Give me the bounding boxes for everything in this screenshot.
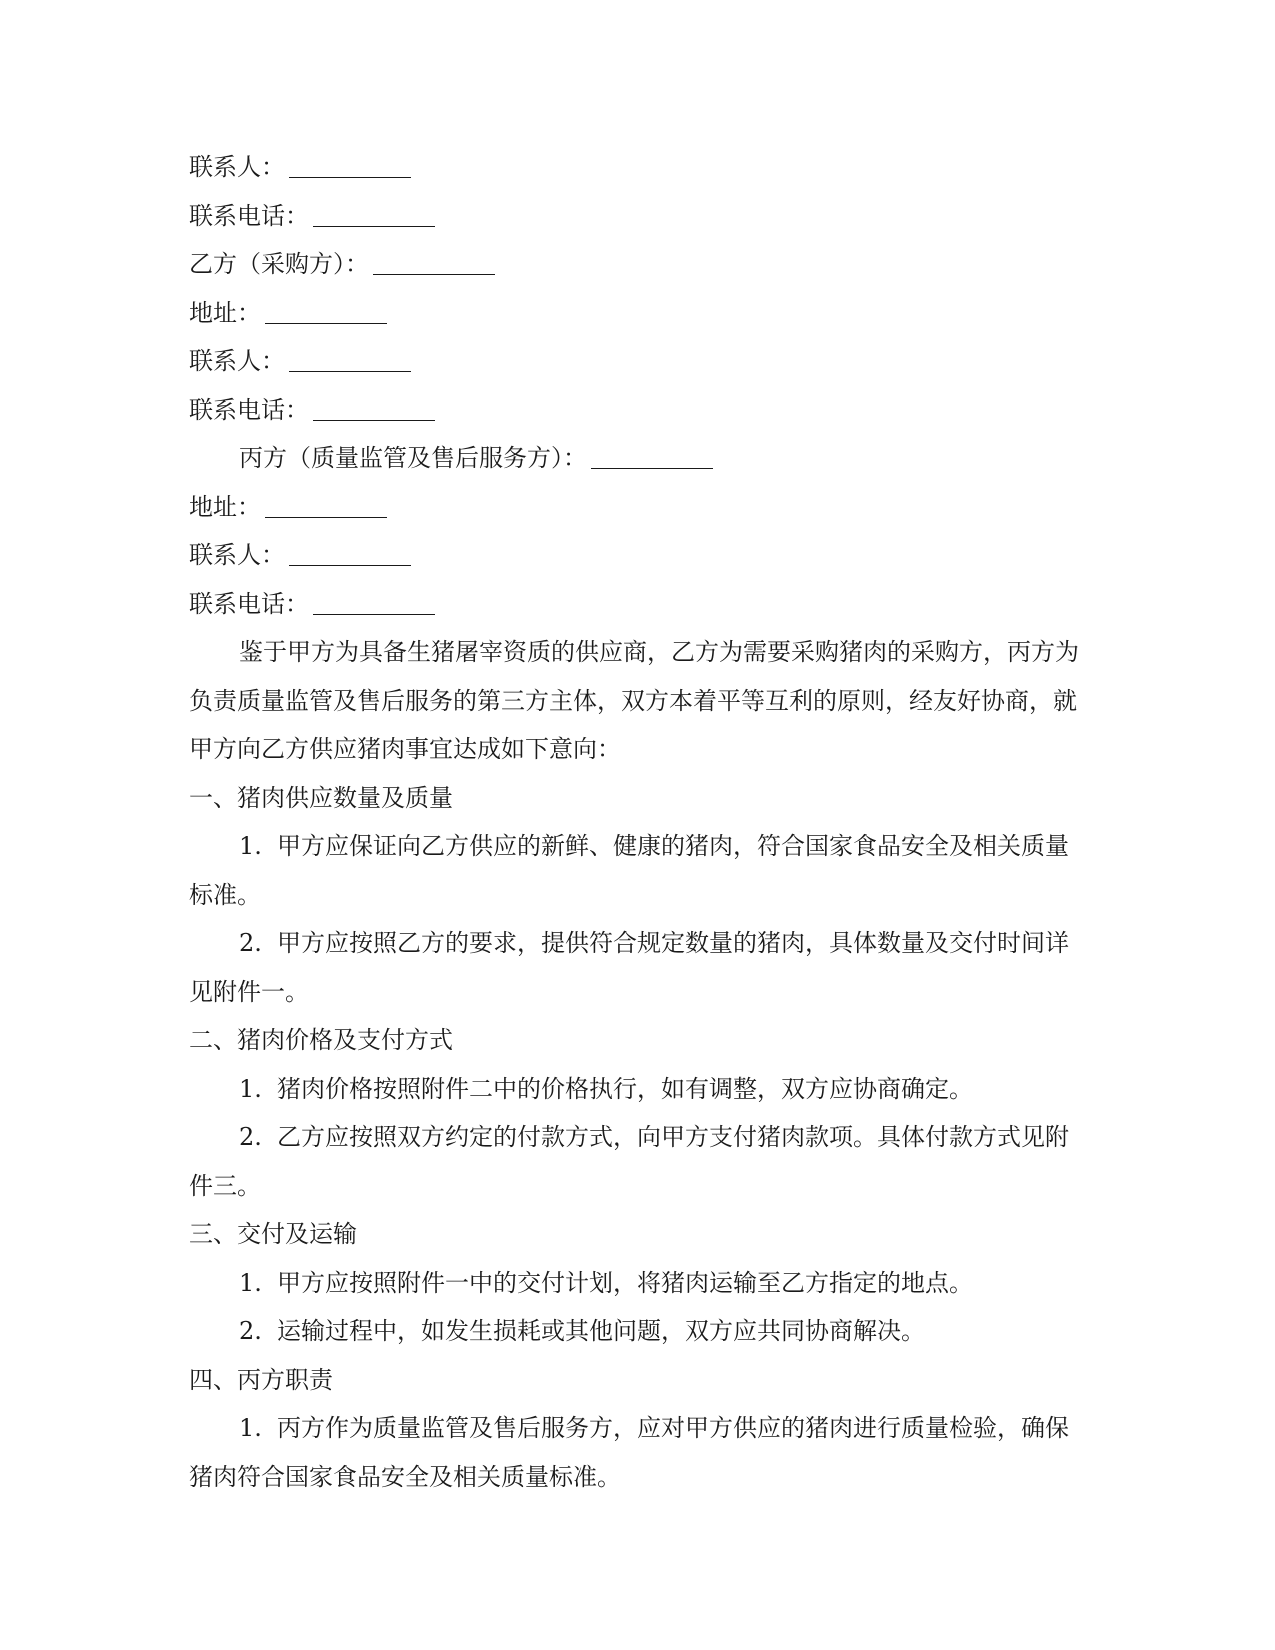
clause-number: 1. bbox=[239, 1074, 262, 1103]
clause-number: 1. bbox=[239, 1414, 262, 1442]
clause-item bbox=[189, 1404, 1089, 1501]
party-a-contact-line bbox=[189, 143, 1089, 192]
preamble-paragraph: 鉴于甲方为具备生猪屠宰资质的供应商，乙方为需要采购猪肉的采购方，丙方为负责质量监管及售后服务的第三方主体，双方本着平等互利的原则，经友好协商，就甲方向乙方供应猪肉事宜达成如下意向： bbox=[189, 638, 1079, 763]
party-b-phone-label: 联系电话： bbox=[189, 395, 309, 424]
clause-number: 2. bbox=[239, 1123, 262, 1151]
party-c-title-line bbox=[189, 434, 1089, 483]
party-a-phone-line bbox=[189, 192, 1089, 241]
party-c-contact-line bbox=[189, 531, 1089, 580]
clause-number: 1. bbox=[239, 1268, 262, 1297]
party-c-address-line bbox=[189, 483, 1089, 532]
party-c-name-blank bbox=[591, 448, 713, 469]
party-b-title-line bbox=[189, 240, 1089, 289]
party-b-address-blank bbox=[265, 303, 387, 324]
section-heading: 四、丙方职责 bbox=[189, 1365, 333, 1394]
contract-page bbox=[189, 143, 1089, 1501]
section-heading: 一、猪肉供应数量及质量 bbox=[189, 783, 453, 812]
party-a-phone-blank bbox=[313, 206, 435, 227]
party-b-phone-blank bbox=[313, 400, 435, 421]
clause-number: 1. bbox=[239, 832, 262, 860]
clause-text: 甲方应按照乙方的要求，提供符合规定数量的猪肉，具体数量及交付时间详见附件一。 bbox=[189, 929, 1069, 1006]
party-b-title: 乙方（采购方）： bbox=[189, 250, 369, 278]
party-c-contact-blank bbox=[289, 545, 411, 566]
clause-text: 甲方应保证向乙方供应的新鲜、健康的猪肉，符合国家食品安全及相关质量标准。 bbox=[189, 832, 1069, 909]
clause-text: 丙方作为质量监管及售后服务方，应对甲方供应的猪肉进行质量检验，确保猪肉符合国家食品安全及相关质量标准。 bbox=[189, 1414, 1069, 1491]
party-b-address-label: 地址： bbox=[189, 298, 261, 327]
party-c-phone-label: 联系电话： bbox=[189, 589, 309, 618]
party-a-contact-blank bbox=[289, 157, 411, 178]
clause-number: 2. bbox=[239, 929, 262, 957]
party-b-address-line bbox=[189, 289, 1089, 338]
party-c-address-label: 地址： bbox=[189, 492, 261, 521]
party-b-contact-line bbox=[189, 337, 1089, 386]
party-b-phone-line bbox=[189, 386, 1089, 435]
party-b-contact-blank bbox=[289, 351, 411, 372]
clause-item bbox=[189, 1259, 1089, 1308]
clause-text: 乙方应按照双方约定的付款方式，向甲方支付猪肉款项。具体付款方式见附件三。 bbox=[189, 1123, 1069, 1200]
clause-number: 2. bbox=[239, 1317, 262, 1345]
party-c-title: 丙方（质量监管及售后服务方）： bbox=[239, 444, 587, 472]
clause-item bbox=[189, 919, 1089, 1016]
party-c-phone-line bbox=[189, 580, 1089, 629]
clause-text: 运输过程中，如发生损耗或其他问题，双方应共同协商解决。 bbox=[277, 1317, 925, 1345]
clause-item bbox=[189, 822, 1089, 919]
clause-text: 猪肉价格按照附件二中的价格执行，如有调整，双方应协商确定。 bbox=[277, 1074, 973, 1103]
section-heading: 二、猪肉价格及支付方式 bbox=[189, 1026, 453, 1054]
party-b-contact-label: 联系人： bbox=[189, 347, 285, 375]
clause-item bbox=[189, 1113, 1089, 1210]
party-c-contact-label: 联系人： bbox=[189, 541, 285, 569]
section-heading: 三、交付及运输 bbox=[189, 1220, 357, 1248]
party-c-phone-blank bbox=[313, 594, 435, 615]
clause-item bbox=[189, 1065, 1089, 1114]
party-a-phone-label: 联系电话： bbox=[189, 201, 309, 230]
party-c-address-blank bbox=[265, 497, 387, 518]
party-b-name-blank bbox=[373, 254, 495, 275]
clause-text: 甲方应按照附件一中的交付计划，将猪肉运输至乙方指定的地点。 bbox=[277, 1268, 973, 1297]
party-a-contact-label: 联系人： bbox=[189, 153, 285, 181]
clause-item bbox=[189, 1307, 1089, 1356]
